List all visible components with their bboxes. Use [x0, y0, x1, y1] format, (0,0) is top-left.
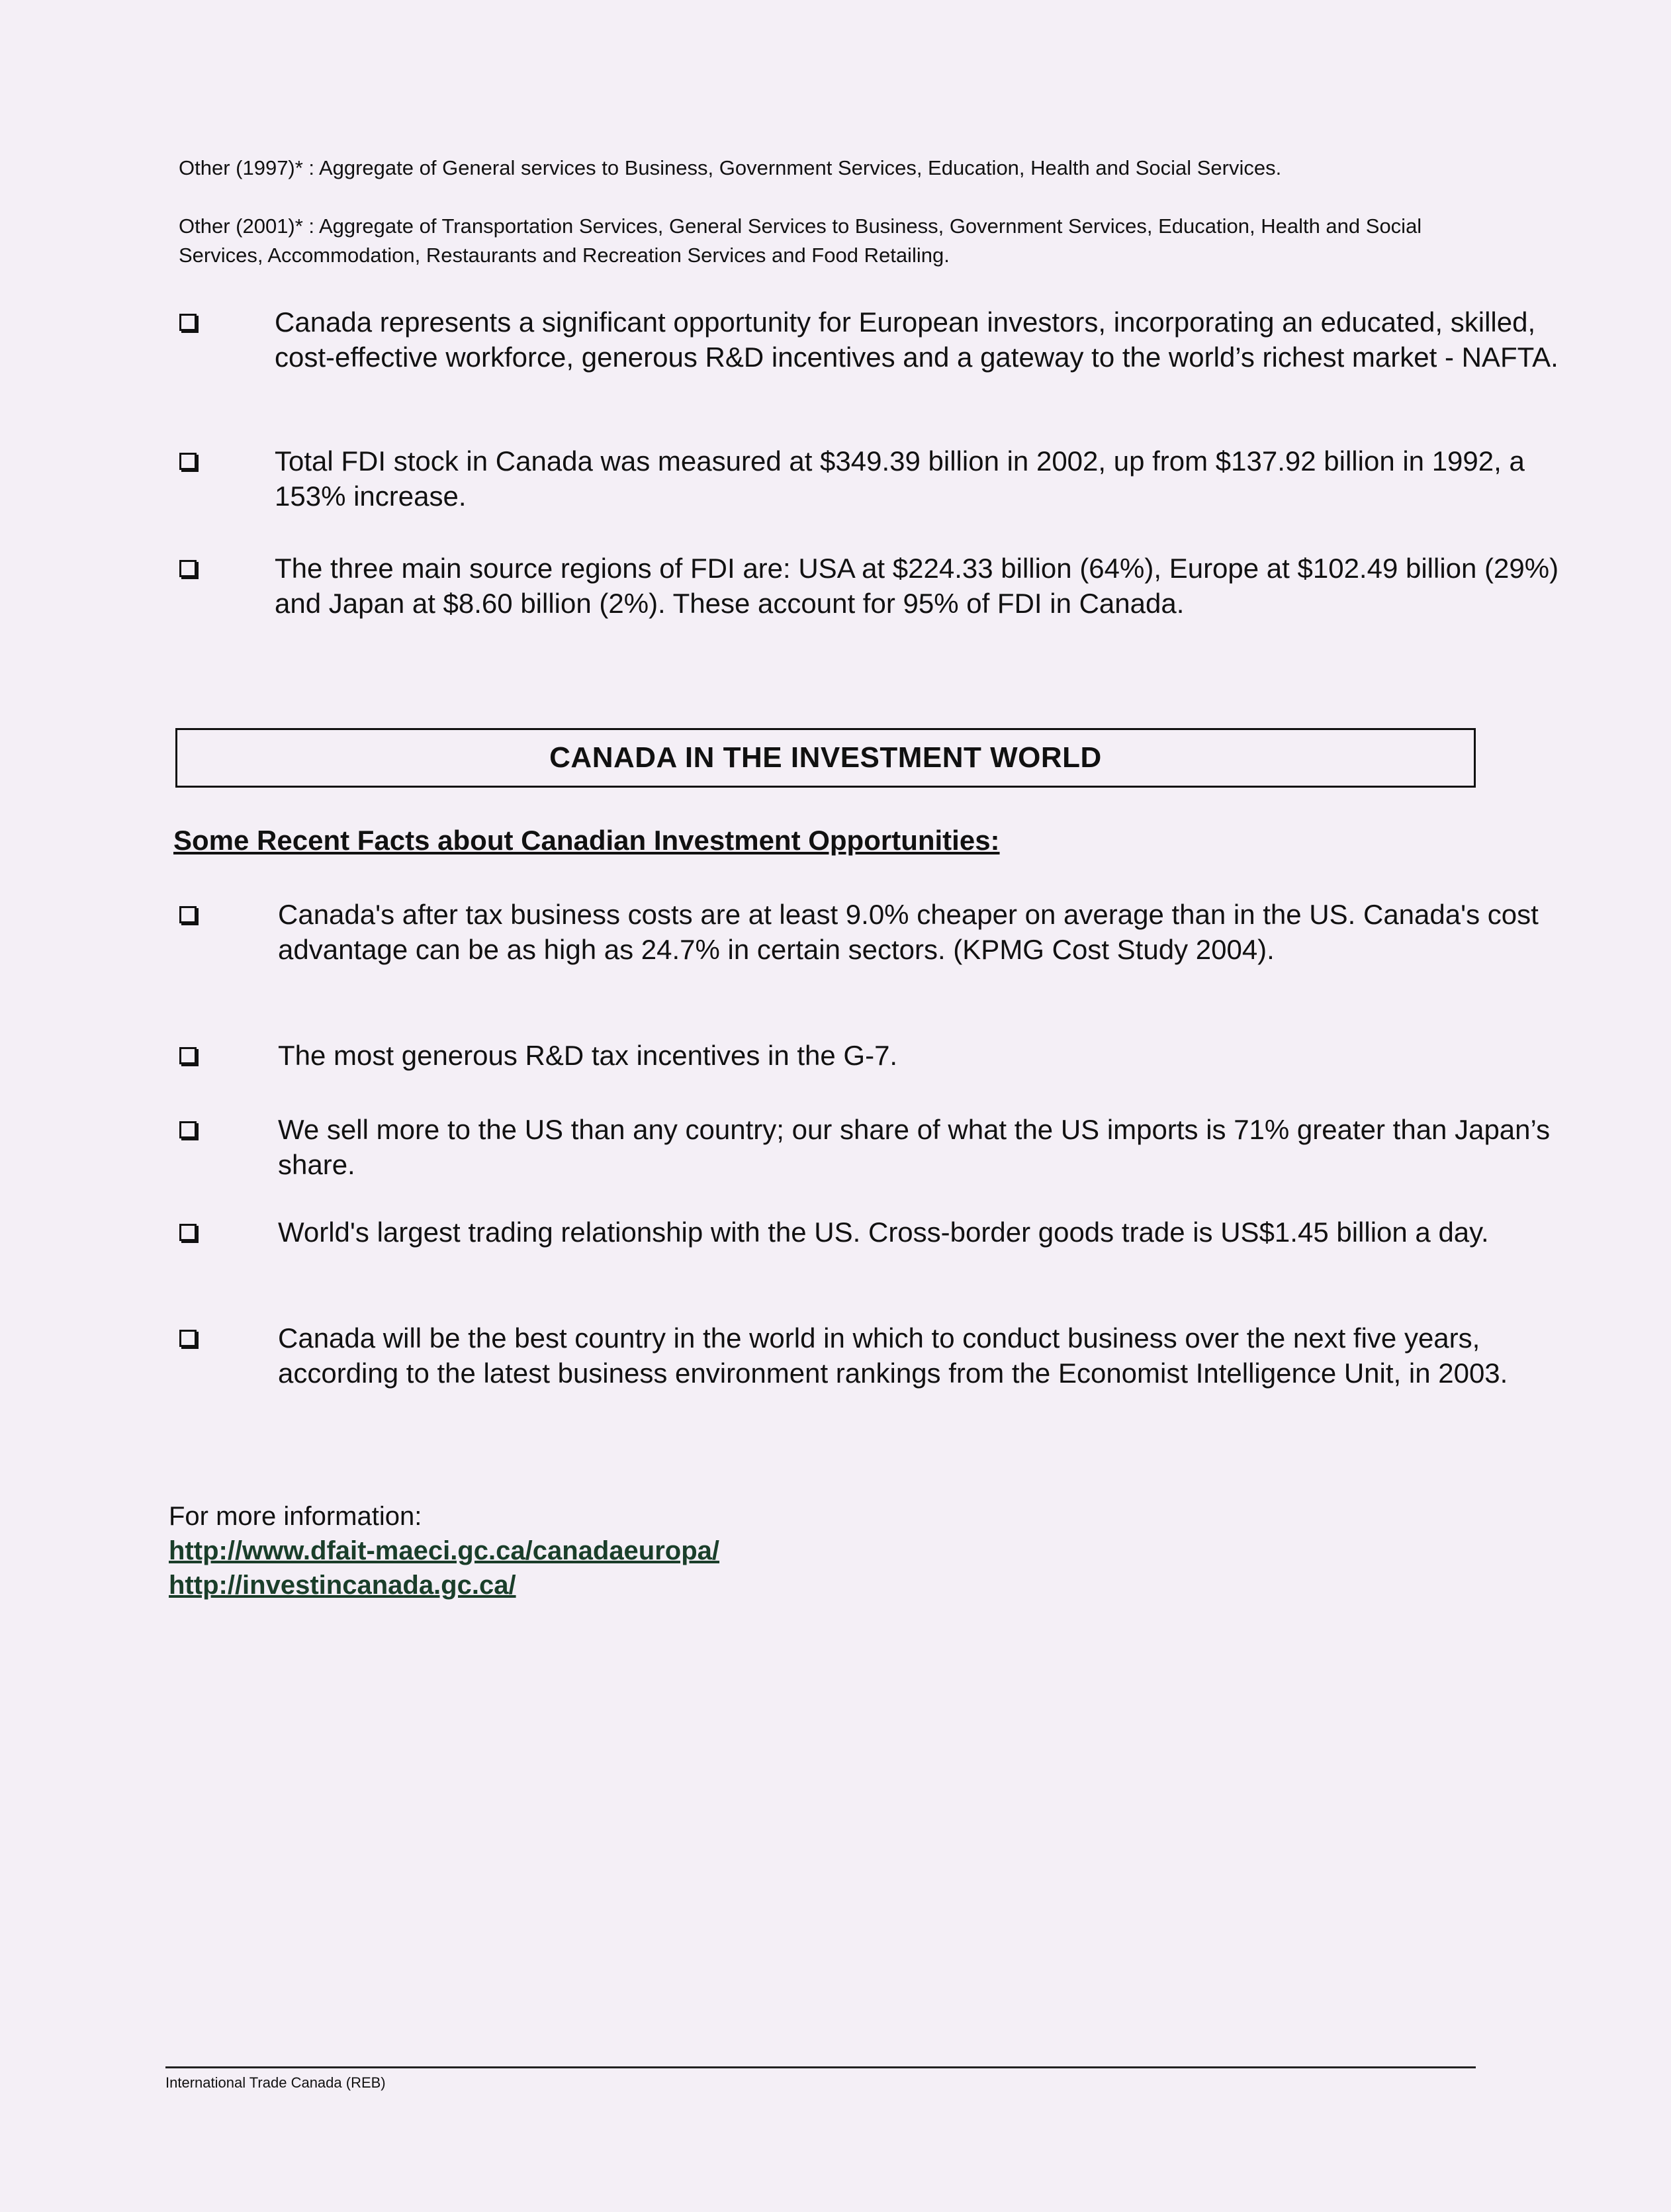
- list-item: We sell more to the US than any country; our share of what the US imports is 71% greater than Japan’s share.: [175, 1112, 1575, 1182]
- checkbox-bullet-icon: [179, 560, 197, 577]
- checkbox-bullet-icon: [179, 453, 197, 470]
- list-item: Canada's after tax business costs are at least 9.0% cheaper on average than in the US. Canada's cost advantage can be as high as 24.7% in certain sectors. (KPMG Cost Study 2004).: [175, 897, 1575, 967]
- checkbox-bullet-icon: [179, 1330, 197, 1347]
- list-item: Canada represents a significant opportunity for European investors, incorporating an educated, skilled, cost-effective workforce, generous R&D incentives and a gateway to the world’s richest market - NAFTA.: [175, 304, 1565, 375]
- investincanada-link[interactable]: http://investincanada.gc.ca/: [169, 1571, 516, 1600]
- checkbox-bullet-icon: [179, 1047, 197, 1064]
- footer-credit: International Trade Canada (REB): [165, 2074, 386, 2091]
- section-title: CANADA IN THE INVESTMENT WORLD: [175, 728, 1476, 788]
- dfait-link[interactable]: http://www.dfait-maeci.gc.ca/canadaeuropa/: [169, 1536, 720, 1565]
- subheading: Some Recent Facts about Canadian Investment Opportunities:: [173, 825, 1000, 856]
- checkbox-bullet-icon: [179, 314, 197, 331]
- list-item: World's largest trading relationship with the US. Cross-border goods trade is US$1.45 billion a day.: [175, 1215, 1575, 1250]
- list-item: Total FDI stock in Canada was measured at $349.39 billion in 2002, up from $137.92 billion in 1992, a 153% increase.: [175, 443, 1565, 514]
- more-info-label: For more information:: [169, 1502, 422, 1531]
- list-item: The three main source regions of FDI are: USA at $224.33 billion (64%), Europe at $102.49 billion (29%) and Japan at $8.60 billion (2%). These account for 95% of FDI in Canada.: [175, 551, 1565, 621]
- note-other-2001: Other (2001)* : Aggregate of Transportation Services, General Services to Business, Government Services, Education, Health and Social Services, Accommodation, Restaurants and Recreation Services and Food Retailing.: [179, 214, 1422, 267]
- list-item: Canada will be the best country in the world in which to conduct business over the next five years, according to the latest business environment rankings from the Economist Intelligence Unit, in 2003.: [175, 1320, 1575, 1391]
- note-other-1997: Other (1997)* : Aggregate of General services to Business, Government Services, Education, Health and Social Services.: [179, 156, 1282, 179]
- list-item: The most generous R&D tax incentives in the G-7.: [175, 1038, 1575, 1073]
- footer-divider: [165, 2066, 1476, 2068]
- more-information: [169, 1499, 719, 1602]
- checkbox-bullet-icon: [179, 1224, 197, 1241]
- checkbox-bullet-icon: [179, 906, 197, 923]
- checkbox-bullet-icon: [179, 1121, 197, 1138]
